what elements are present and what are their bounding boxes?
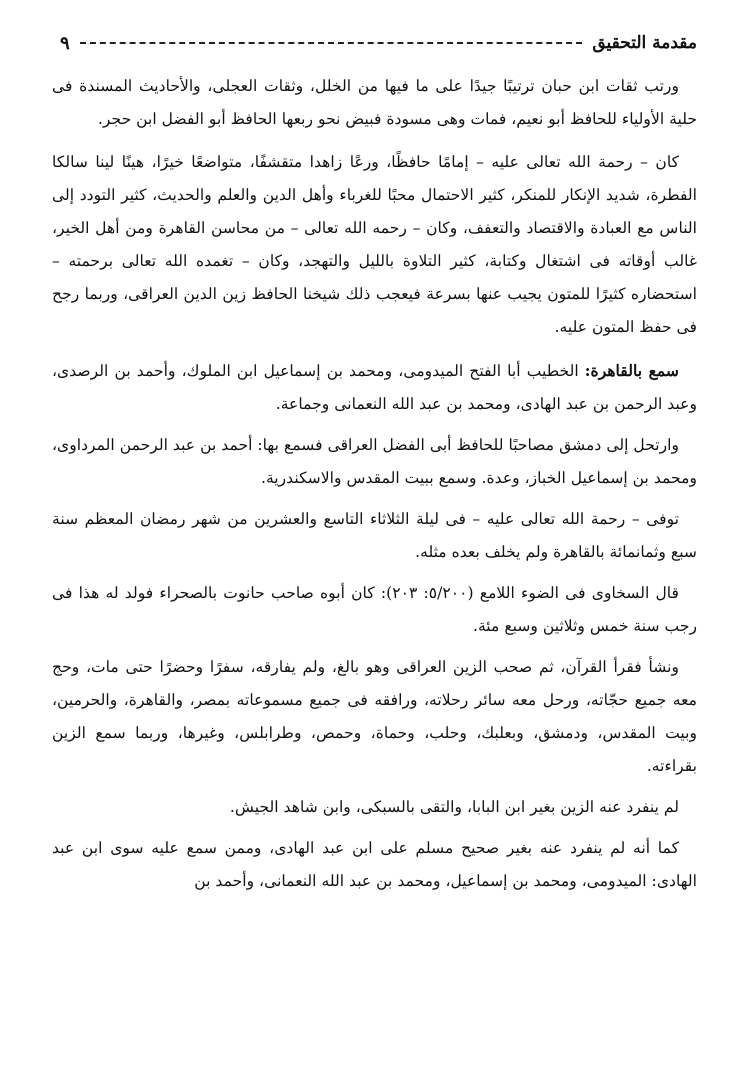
chapter-title: مقدمة التحقيق <box>592 33 697 53</box>
header-dashed-rule <box>80 42 583 44</box>
paragraph-text: قال السخاوى فى الضوء اللامع (٥/٢٠٠: ٢٠٣): كان أبوه صاحب حانوت بالصحراء فولد له هذا فى رجب سنة خمس وثلاثين وسبع مئة. <box>52 584 697 635</box>
paragraph-sakhawi <box>52 577 697 643</box>
paragraph-teachers <box>52 832 697 898</box>
paragraph-character <box>52 146 697 344</box>
paragraph-death <box>52 503 697 569</box>
paragraph-works <box>52 70 697 136</box>
section-lead: سمع بالقاهرة: <box>584 361 680 380</box>
running-header <box>60 28 697 58</box>
paragraph-zayn <box>52 791 697 824</box>
paragraph-text: ورتب ثقات ابن حبان ترتيبًا جيدًا على ما فيها من الخلل، وثقات العجلى، والأحاديث المسندة فى حلية الأولياء للحافظ أبو نعيم، فمات وهى مسودة فبيض نحو ربعها الحافظ أبو الفضل ابن حجر. <box>52 77 697 128</box>
paragraph-text: توفى – رحمة الله تعالى عليه – فى ليلة الثلاثاء التاسع والعشرين من شهر رمضان المعظم سنة سبع وثمانمائة بالقاهرة ولم يخلف بعده مثله. <box>52 510 697 561</box>
paragraph-heard-cairo <box>52 354 697 421</box>
paragraph-text: لم ينفرد عنه الزين بغير ابن البابا، والتقى بالسبكى، وابن شاهد الجيش. <box>229 798 679 816</box>
paragraph-text: كان – رحمة الله تعالى عليه – إمامًا حافظًا، ورعًا زاهدا متقشفًا، متواضعًا خيرًا، هينًا لينا سالكا الفطرة، شديد الإنكار للمنكر، كثير الاحتمال محبًا للغرباء وأهل الدين والعلم والحديث، كثير التودد إلى الناس مع العبادة والاقتصاد والتعفف، وكان – رحمه الله تعالى – من محاسن القاهرة ومن أهل الخير، غالب أوقاته فى اشتغال وكتابة، كثير التلاوة بالليل والتهجد، وكان – تغمده الله تعالى برحمته – استحضاره كثيرًا للمتون يجيب عنها بسرعة فيعجب ذلك شيخنا الحافظ زين الدين العراقى، وربما رجح فى حفظ المتون عليه. <box>52 153 697 336</box>
paragraph-text: وارتحل إلى دمشق مصاحبًا للحافظ أبى الفضل العراقى فسمع بها: أحمد بن عبد الرحمن المرداوى، ومحمد بن إسماعيل الخباز، وعدة. وسمع ببيت المقدس والاسكندرية. <box>52 436 697 487</box>
body-text <box>52 70 697 906</box>
paragraph-text: كما أنه لم ينفرد عنه بغير صحيح مسلم على ابن عبد الهادى، وممن سمع عليه سوى ابن عبد الهادى: الميدومى، ومحمد بن إسماعيل، ومحمد بن عبد الله النعمانى، وأحمد بن <box>52 839 697 890</box>
paragraph-text: ونشأ فقرأ القرآن، ثم صحب الزين العراقى وهو بالغ، ولم يفارقه، سفرًا وحضرًا حتى مات، وحج معه جميع حجّاته، ورحل معه سائر رحلاته، ورافقه فى جميع مسموعاته بمصر، والقاهرة، والحرمين، وبيت المقدس، ودمشق، وبعلبك، وحلب، وحماة، وحمص، وطرابلس، وغيرها، وربما سمع الزين بقراءته. <box>52 658 697 775</box>
page-number: ٩ <box>60 32 70 54</box>
paragraph-upbringing <box>52 651 697 783</box>
paragraph-travel <box>52 429 697 495</box>
paragraph-text: الخطيب أبا الفتح الميدومى، ومحمد بن إسماعيل ابن الملوك، وأحمد بن الرصدى، وعبد الرحمن بن عبد الهادى، ومحمد بن عبد الله النعمانى وجماعة. <box>52 362 697 413</box>
